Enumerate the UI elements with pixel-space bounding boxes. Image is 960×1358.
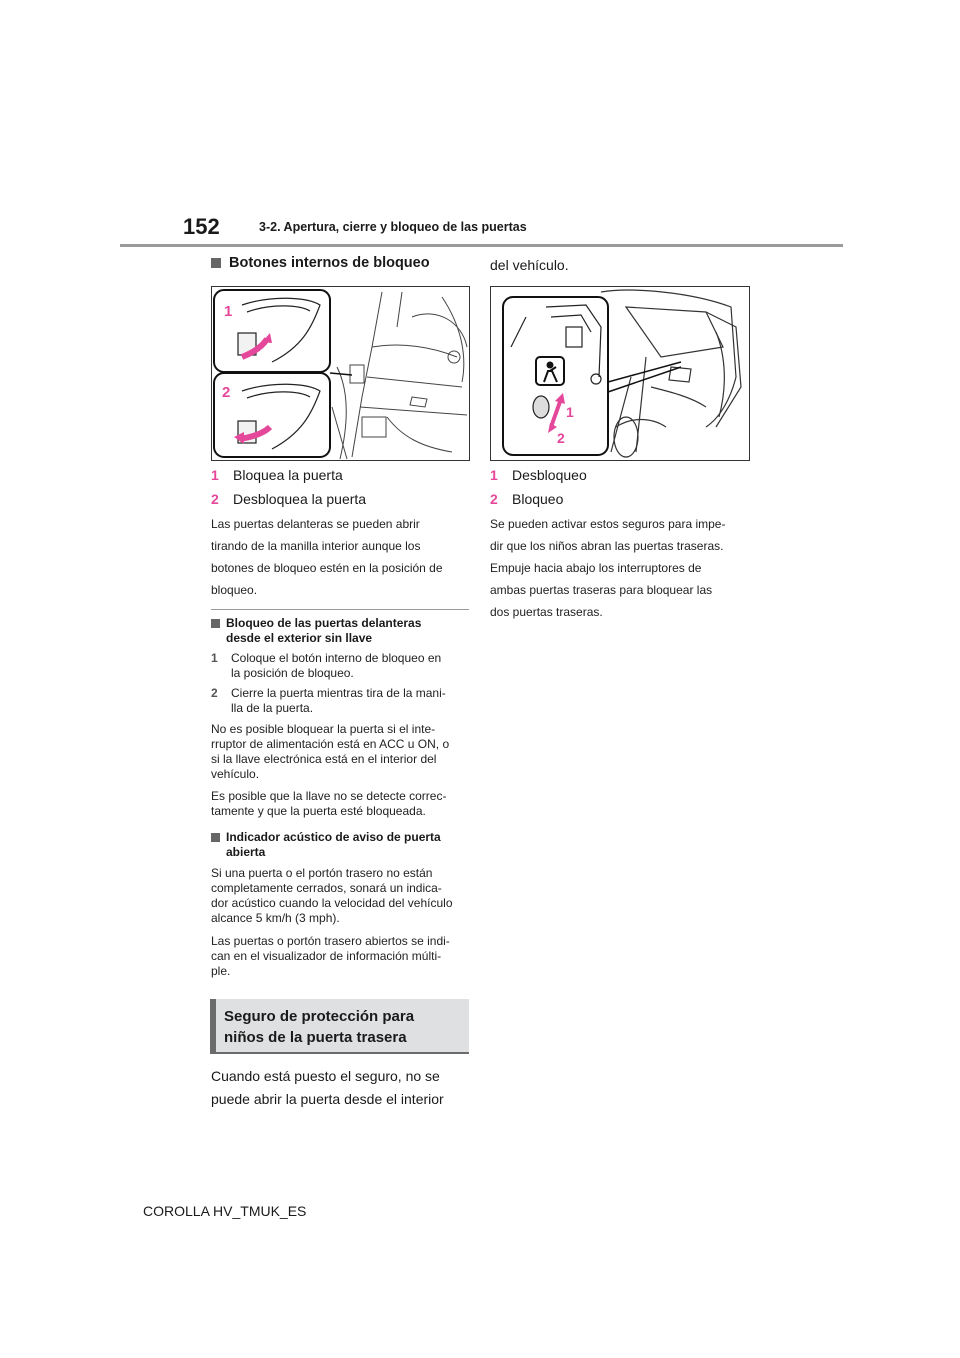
heading-text: Botones internos de bloqueo	[229, 255, 430, 271]
list-item	[211, 491, 366, 507]
figure-child-lock	[490, 286, 750, 461]
note-paragraph: Es posible que la llave no se detecte correc- tamente y que la puerta esté bloqueada.	[211, 789, 447, 818]
figure-callout-2: 2	[557, 430, 565, 446]
header-rule	[120, 244, 843, 247]
section-box-title-child-lock: Seguro de protección para niños de la puerta trasera	[210, 999, 469, 1054]
figure-callout-1: 1	[224, 303, 233, 320]
child-lock-illustration	[491, 287, 749, 460]
list-item	[490, 467, 587, 483]
figure-callout-1: 1	[566, 404, 574, 420]
item-number: 2	[490, 491, 498, 507]
heading-interior-lock-buttons	[211, 255, 430, 271]
note-title-door-warning-buzzer: Indicador acústico de aviso de puerta abierta	[211, 830, 471, 860]
page-number: 152	[183, 214, 220, 239]
item-text: Desbloqueo	[512, 467, 587, 483]
note-paragraph: No es posible bloquear la puerta si el inte- rruptor de alimentación está en ACC u ON, o si la llave electrónica está en el interior del vehículo.	[211, 722, 450, 781]
bullet-square-icon	[211, 833, 220, 842]
body-paragraph-child-lock: Cuando está puesto el seguro, no se puede abrir la puerta desde el interior	[211, 1068, 444, 1107]
list-item: 1 Coloque el botón interno de bloqueo en la posición de bloqueo.	[211, 651, 442, 680]
paragraph-child-lock-use: Se pueden activar estos seguros para impe- dir que los niños abran las puertas traseras. Empuje hacia abajo los interruptores de ambas puertas traseras para bloquear las dos puertas traseras.	[490, 517, 726, 619]
item-text: Bloqueo	[512, 491, 564, 507]
item-number: 2	[211, 491, 219, 507]
note-divider	[211, 609, 469, 610]
item-text: Desbloquea la puerta	[233, 491, 367, 507]
figure-callout-2: 2	[222, 384, 231, 401]
item-number: 1	[211, 467, 219, 483]
bullet-square-icon	[211, 258, 221, 268]
section-title: 3-2. Apertura, cierre y bloqueo de las puertas	[259, 220, 527, 234]
paragraph-front-doors: Las puertas delanteras se pueden abrir tirando de la manilla interior aunque los botones de bloqueo estén en la posición de bloqueo.	[211, 517, 443, 597]
footer-model: COROLLA HV_TMUK_ES	[143, 1203, 307, 1219]
item-number: 1	[490, 467, 498, 483]
list-item	[490, 491, 563, 507]
note-paragraph: Si una puerta o el portón trasero no están completamente cerrados, sonará un indica- dor acústico cuando la velocidad del vehículo alcance 5 km/h (3 mph).	[211, 866, 453, 925]
door-lock-illustration	[212, 287, 469, 460]
item-text: Bloquea la puerta	[233, 467, 343, 483]
bullet-square-icon	[211, 619, 220, 628]
body-paragraph-continued: del vehículo.	[490, 257, 569, 273]
note-paragraph: Las puertas o portón trasero abiertos se indi- can en el visualizador de información múlti- ple.	[211, 934, 450, 978]
note-title-lock-front-doors: Bloqueo de las puertas delanteras desde el exterior sin llave	[211, 616, 471, 646]
list-item: 2 Cierre la puerta mientras tira de la mani- lla de la puerta.	[211, 686, 446, 715]
figure-interior-lock-buttons	[211, 286, 470, 461]
list-item	[211, 467, 343, 483]
